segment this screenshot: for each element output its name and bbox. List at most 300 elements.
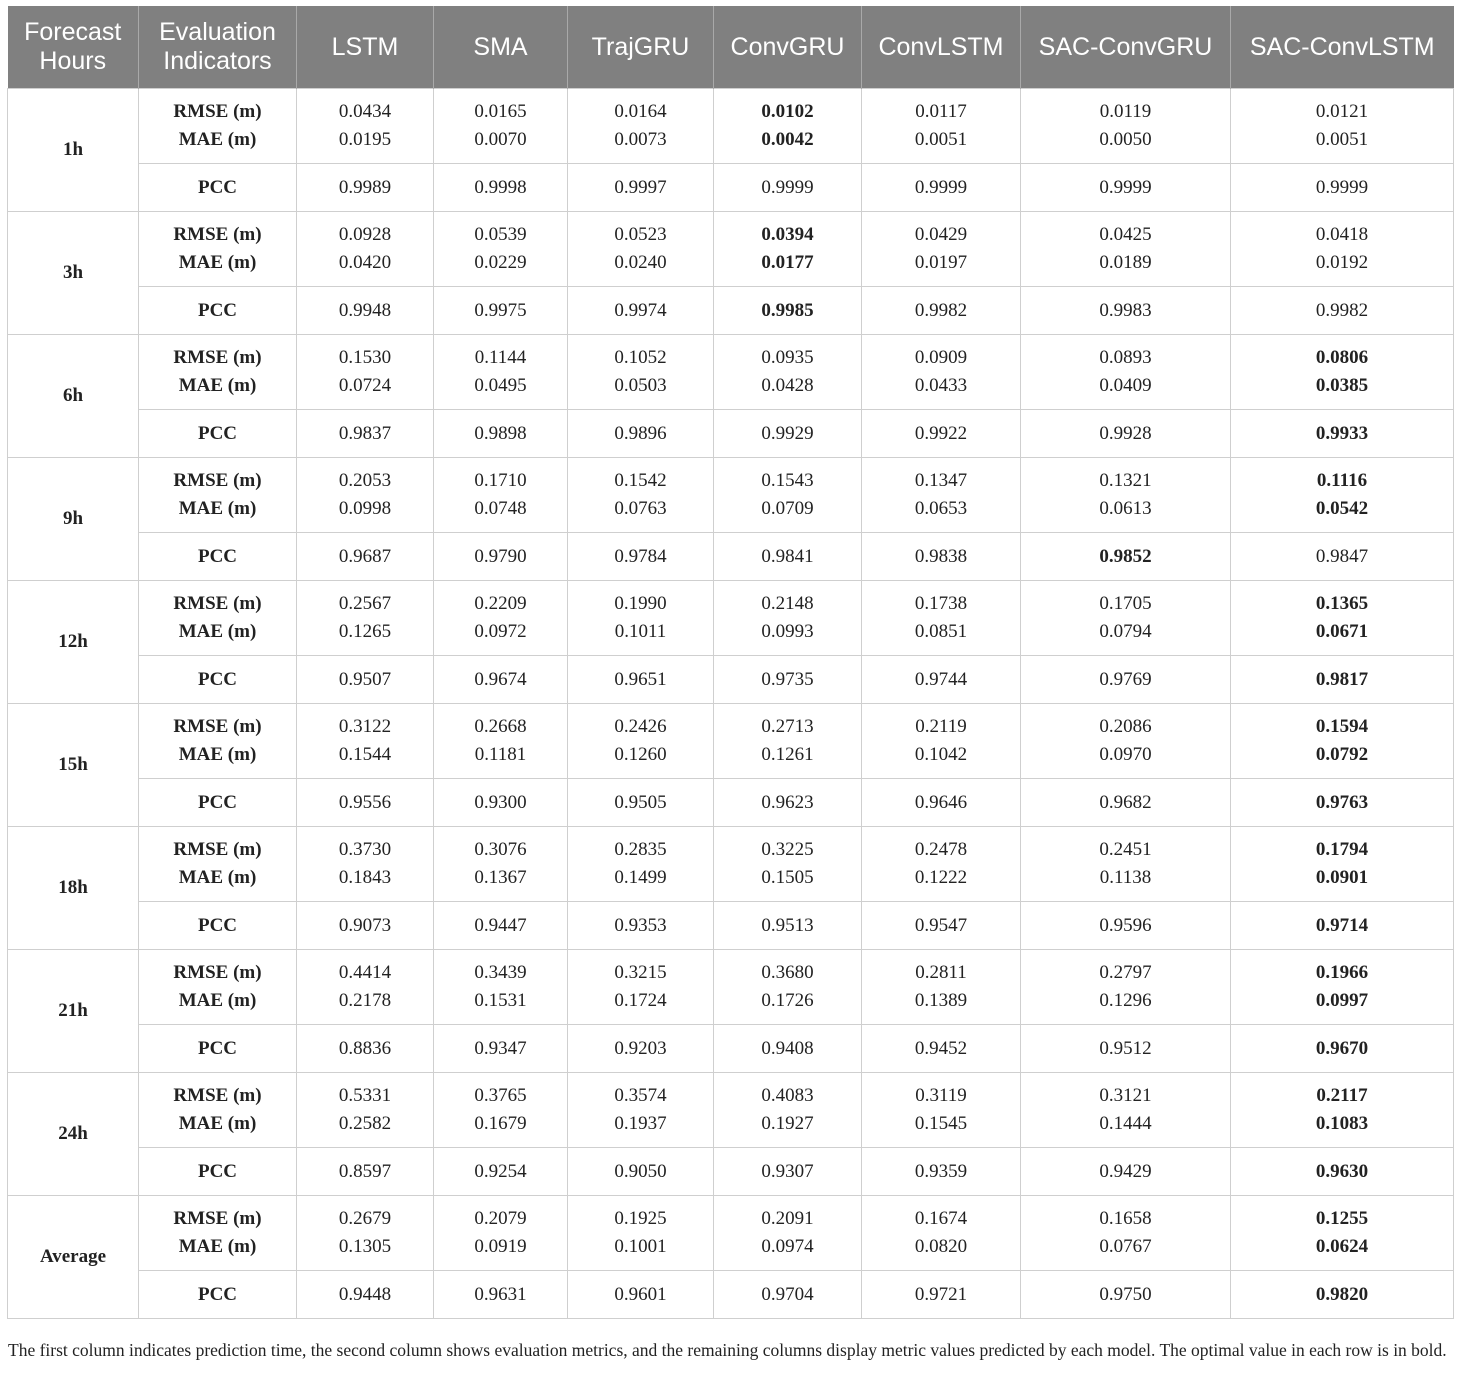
table-row: [8, 458, 1454, 533]
value-cell: [568, 1196, 714, 1271]
forecast-hour-cell: 6h: [8, 335, 139, 458]
pcc-label: PCC: [139, 902, 297, 950]
mae-value: 0.1001: [614, 1236, 667, 1257]
table-row: [8, 1196, 1454, 1271]
rmse-value: 0.1542: [614, 470, 667, 491]
forecast-hour-cell: 15h: [8, 704, 139, 827]
pcc-value: 0.8836: [297, 1025, 434, 1073]
mae-value: 0.1296: [1099, 990, 1152, 1011]
pcc-value: 0.9682: [1021, 779, 1231, 827]
pcc-value: 0.9982: [1231, 287, 1454, 335]
mae-value: 0.0624: [1315, 1236, 1369, 1257]
value-cell: [568, 950, 714, 1025]
mae-value: 0.0792: [1315, 744, 1369, 765]
value-cell: [862, 827, 1021, 902]
rmse-label: RMSE (m): [173, 716, 262, 737]
mae-value: 0.0042: [761, 129, 814, 150]
pcc-value: 0.9547: [862, 902, 1021, 950]
value-cell: [862, 704, 1021, 779]
mae-value: 0.0794: [1099, 621, 1152, 642]
mae-value: 0.0409: [1099, 375, 1152, 396]
rmse-value: 0.1710: [474, 470, 527, 491]
value-cell: [1021, 581, 1231, 656]
pcc-label: PCC: [139, 1271, 297, 1319]
table-row: [8, 1271, 1454, 1319]
mae-value: 0.0240: [614, 252, 667, 273]
rmse-value: 0.1116: [1316, 470, 1368, 491]
pcc-value: 0.9050: [568, 1148, 714, 1196]
mae-value: 0.1505: [761, 867, 814, 888]
value-cell: [1231, 950, 1454, 1025]
forecast-hour-cell: 1h: [8, 89, 139, 212]
rmse-value: 0.4083: [761, 1085, 814, 1106]
mae-value: 0.0542: [1315, 498, 1369, 519]
mae-value: 0.0385: [1315, 375, 1369, 396]
rmse-value: 0.2086: [1099, 716, 1152, 737]
table-row: [8, 1025, 1454, 1073]
pcc-value: 0.9735: [714, 656, 862, 704]
rmse-value: 0.0539: [474, 224, 527, 245]
pcc-value: 0.9601: [568, 1271, 714, 1319]
rmse-value: 0.0893: [1099, 347, 1152, 368]
rmse-value: 0.0418: [1315, 224, 1369, 245]
mae-value: 0.0919: [474, 1236, 527, 1257]
pcc-value: 0.9721: [862, 1271, 1021, 1319]
table-row: [8, 779, 1454, 827]
pcc-value: 0.9847: [1231, 533, 1454, 581]
mae-label: MAE (m): [178, 744, 257, 765]
indicator-label-cell: [139, 950, 297, 1025]
pcc-value: 0.9674: [434, 656, 568, 704]
rmse-label: RMSE (m): [173, 1085, 262, 1106]
pcc-value: 0.9359: [862, 1148, 1021, 1196]
value-cell: [297, 458, 434, 533]
value-cell: [714, 950, 862, 1025]
pcc-value: 0.9307: [714, 1148, 862, 1196]
rmse-value: 0.0935: [761, 347, 814, 368]
rmse-value: 0.3215: [614, 962, 667, 983]
header-sma: SMA: [434, 6, 568, 89]
table-row: [8, 902, 1454, 950]
rmse-value: 0.1738: [914, 593, 968, 614]
rmse-value: 0.0909: [914, 347, 968, 368]
mae-value: 0.0724: [338, 375, 392, 396]
table-row: [8, 287, 1454, 335]
mae-value: 0.1181: [474, 744, 527, 765]
pcc-value: 0.9646: [862, 779, 1021, 827]
rmse-value: 0.1543: [761, 470, 814, 491]
mae-label: MAE (m): [178, 867, 257, 888]
pcc-value: 0.9556: [297, 779, 434, 827]
rmse-value: 0.1052: [614, 347, 667, 368]
value-cell: [297, 1196, 434, 1271]
value-cell: [1021, 212, 1231, 287]
table-row: [8, 1073, 1454, 1148]
rmse-label: RMSE (m): [173, 1208, 262, 1229]
mae-value: 0.1265: [338, 621, 392, 642]
pcc-value: 0.9769: [1021, 656, 1231, 704]
pcc-value: 0.9447: [434, 902, 568, 950]
pcc-value: 0.9838: [862, 533, 1021, 581]
pcc-value: 0.9429: [1021, 1148, 1231, 1196]
pcc-value: 0.9513: [714, 902, 862, 950]
rmse-value: 0.3730: [338, 839, 392, 860]
rmse-value: 0.2478: [914, 839, 968, 860]
pcc-value: 0.9687: [297, 533, 434, 581]
mae-value: 0.0748: [474, 498, 527, 519]
mae-value: 0.0177: [761, 252, 814, 273]
header-forecast-hours: [8, 6, 139, 89]
rmse-value: 0.0165: [474, 101, 527, 122]
mae-value: 0.2582: [338, 1113, 392, 1134]
rmse-value: 0.3121: [1099, 1085, 1152, 1106]
mae-value: 0.1531: [474, 990, 527, 1011]
pcc-value: 0.9985: [714, 287, 862, 335]
mae-value: 0.0767: [1099, 1236, 1152, 1257]
mae-value: 0.0851: [914, 621, 968, 642]
value-cell: [714, 704, 862, 779]
mae-value: 0.1042: [914, 744, 968, 765]
pcc-label: PCC: [139, 287, 297, 335]
header-convlstm: ConvLSTM: [862, 6, 1021, 89]
rmse-value: 0.1594: [1315, 716, 1369, 737]
mae-value: 0.1679: [474, 1113, 527, 1134]
rmse-value: 0.1990: [614, 593, 667, 614]
rmse-value: 0.0523: [614, 224, 667, 245]
value-cell: [714, 335, 862, 410]
mae-value: 0.0901: [1315, 867, 1369, 888]
indicator-label-cell: [139, 212, 297, 287]
value-cell: [714, 212, 862, 287]
value-cell: [297, 1073, 434, 1148]
rmse-value: 0.1530: [338, 347, 392, 368]
mae-value: 0.0970: [1099, 744, 1152, 765]
pcc-value: 0.9896: [568, 410, 714, 458]
forecast-hour-cell: 3h: [8, 212, 139, 335]
value-cell: [297, 89, 434, 164]
rmse-value: 0.3122: [338, 716, 392, 737]
pcc-value: 0.9347: [434, 1025, 568, 1073]
pcc-value: 0.9820: [1231, 1271, 1454, 1319]
pcc-value: 0.9817: [1231, 656, 1454, 704]
value-cell: [434, 212, 568, 287]
pcc-label: PCC: [139, 410, 297, 458]
value-cell: [434, 581, 568, 656]
indicator-label-cell: [139, 704, 297, 779]
mae-value: 0.0051: [1315, 129, 1369, 150]
header-sac-convgru: SAC-ConvGRU: [1021, 6, 1231, 89]
rmse-value: 0.2426: [614, 716, 667, 737]
rmse-value: 0.0928: [338, 224, 392, 245]
pcc-value: 0.9448: [297, 1271, 434, 1319]
mae-value: 0.0495: [474, 375, 527, 396]
rmse-value: 0.4414: [338, 962, 392, 983]
value-cell: [714, 89, 862, 164]
value-cell: [568, 458, 714, 533]
mae-value: 0.0428: [761, 375, 814, 396]
pcc-value: 0.9998: [434, 164, 568, 212]
rmse-value: 0.1321: [1099, 470, 1152, 491]
table-row: [8, 335, 1454, 410]
header-evaluation-line2: Indicators: [163, 47, 272, 75]
table-row: [8, 656, 1454, 704]
mae-value: 0.1083: [1315, 1113, 1369, 1134]
mae-value: 0.0709: [761, 498, 814, 519]
value-cell: [568, 89, 714, 164]
value-cell: [434, 335, 568, 410]
value-cell: [568, 581, 714, 656]
rmse-value: 0.1674: [914, 1208, 968, 1229]
mae-value: 0.1367: [474, 867, 527, 888]
rmse-value: 0.2209: [474, 593, 527, 614]
rmse-value: 0.3680: [761, 962, 814, 983]
value-cell: [862, 1196, 1021, 1271]
forecast-hour-cell: 9h: [8, 458, 139, 581]
indicator-label-cell: [139, 827, 297, 902]
mae-value: 0.1011: [614, 621, 667, 642]
rmse-value: 0.0425: [1099, 224, 1152, 245]
mae-value: 0.0503: [614, 375, 667, 396]
pcc-value: 0.9623: [714, 779, 862, 827]
pcc-value: 0.9898: [434, 410, 568, 458]
rmse-label: RMSE (m): [173, 839, 262, 860]
pcc-value: 0.9975: [434, 287, 568, 335]
value-cell: [714, 458, 862, 533]
pcc-value: 0.9670: [1231, 1025, 1454, 1073]
rmse-label: RMSE (m): [173, 224, 262, 245]
mae-label: MAE (m): [178, 375, 257, 396]
mae-value: 0.0613: [1099, 498, 1152, 519]
mae-value: 0.1138: [1099, 867, 1152, 888]
value-cell: [568, 827, 714, 902]
rmse-value: 0.0394: [761, 224, 814, 245]
mae-value: 0.1261: [761, 744, 814, 765]
mae-label: MAE (m): [178, 990, 257, 1011]
mae-value: 0.1444: [1099, 1113, 1152, 1134]
forecast-hour-cell: 21h: [8, 950, 139, 1073]
pcc-value: 0.9852: [1021, 533, 1231, 581]
rmse-label: RMSE (m): [173, 101, 262, 122]
pcc-value: 0.9744: [862, 656, 1021, 704]
mae-value: 0.1726: [761, 990, 814, 1011]
pcc-value: 0.9353: [568, 902, 714, 950]
table-row: [8, 704, 1454, 779]
value-cell: [1021, 335, 1231, 410]
value-cell: [1231, 1073, 1454, 1148]
rmse-value: 0.2567: [338, 593, 392, 614]
mae-value: 0.0229: [474, 252, 527, 273]
pcc-value: 0.9203: [568, 1025, 714, 1073]
forecast-hour-cell: 18h: [8, 827, 139, 950]
mae-label: MAE (m): [178, 129, 257, 150]
header-lstm: LSTM: [297, 6, 434, 89]
value-cell: [434, 1073, 568, 1148]
value-cell: [862, 950, 1021, 1025]
table-row: [8, 1148, 1454, 1196]
value-cell: [1231, 827, 1454, 902]
mae-value: 0.1305: [338, 1236, 392, 1257]
indicator-label-cell: [139, 581, 297, 656]
pcc-value: 0.9512: [1021, 1025, 1231, 1073]
pcc-value: 0.9704: [714, 1271, 862, 1319]
value-cell: [1231, 1196, 1454, 1271]
pcc-value: 0.9999: [1021, 164, 1231, 212]
mae-label: MAE (m): [178, 621, 257, 642]
table-caption: The first column indicates prediction time, the second column shows evaluation metrics, and the remaining columns display metric values predicted by each model. The optimal value in each row is in bold.: [8, 1340, 1447, 1360]
pcc-value: 0.9505: [568, 779, 714, 827]
rmse-value: 0.3574: [614, 1085, 667, 1106]
mae-value: 0.1389: [914, 990, 968, 1011]
rmse-value: 0.0117: [915, 101, 967, 122]
rmse-value: 0.2797: [1099, 962, 1152, 983]
pcc-value: 0.9929: [714, 410, 862, 458]
rmse-label: RMSE (m): [173, 347, 262, 368]
pcc-value: 0.9982: [862, 287, 1021, 335]
pcc-value: 0.9928: [1021, 410, 1231, 458]
value-cell: [1231, 704, 1454, 779]
value-cell: [434, 89, 568, 164]
table-row: [8, 581, 1454, 656]
rmse-value: 0.2053: [338, 470, 392, 491]
mae-value: 0.1843: [338, 867, 392, 888]
pcc-value: 0.9983: [1021, 287, 1231, 335]
pcc-value: 0.9073: [297, 902, 434, 950]
mae-label: MAE (m): [178, 1113, 257, 1134]
indicator-label-cell: [139, 335, 297, 410]
value-cell: [1021, 89, 1231, 164]
rmse-value: 0.1144: [474, 347, 527, 368]
pcc-value: 0.9784: [568, 533, 714, 581]
rmse-value: 0.1794: [1315, 839, 1369, 860]
value-cell: [434, 827, 568, 902]
table-body: [8, 89, 1454, 1319]
mae-value: 0.0051: [914, 129, 968, 150]
value-cell: [297, 581, 434, 656]
mae-value: 0.1927: [761, 1113, 814, 1134]
pcc-value: 0.9631: [434, 1271, 568, 1319]
mae-value: 0.1544: [338, 744, 392, 765]
mae-value: 0.1724: [614, 990, 667, 1011]
mae-value: 0.0820: [914, 1236, 968, 1257]
rmse-value: 0.2079: [474, 1208, 527, 1229]
rmse-value: 0.2835: [614, 839, 667, 860]
mae-value: 0.0997: [1315, 990, 1369, 1011]
forecast-hour-cell: 24h: [8, 1073, 139, 1196]
indicator-label-cell: [139, 1073, 297, 1148]
value-cell: [862, 1073, 1021, 1148]
pcc-value: 0.9999: [1231, 164, 1454, 212]
header-sac-convlstm: SAC-ConvLSTM: [1231, 6, 1454, 89]
pcc-value: 0.9989: [297, 164, 434, 212]
pcc-value: 0.9596: [1021, 902, 1231, 950]
mae-value: 0.0050: [1099, 129, 1152, 150]
mae-value: 0.1545: [914, 1113, 968, 1134]
rmse-value: 0.1705: [1099, 593, 1152, 614]
value-cell: [434, 950, 568, 1025]
rmse-value: 0.0121: [1315, 101, 1369, 122]
rmse-value: 0.2713: [761, 716, 814, 737]
rmse-value: 0.0119: [1099, 101, 1152, 122]
rmse-value: 0.3119: [915, 1085, 967, 1106]
mae-value: 0.0763: [614, 498, 667, 519]
header-evaluation-indicators: [139, 6, 297, 89]
indicator-label-cell: [139, 89, 297, 164]
rmse-value: 0.3076: [474, 839, 527, 860]
pcc-label: PCC: [139, 656, 297, 704]
table-row: [8, 533, 1454, 581]
rmse-label: RMSE (m): [173, 962, 262, 983]
value-cell: [297, 950, 434, 1025]
pcc-value: 0.9750: [1021, 1271, 1231, 1319]
pcc-label: PCC: [139, 1148, 297, 1196]
forecast-hour-cell: Average: [8, 1196, 139, 1319]
value-cell: [714, 1073, 862, 1148]
table-row: [8, 89, 1454, 164]
pcc-value: 0.9948: [297, 287, 434, 335]
header-row: [8, 6, 1454, 89]
table-row: [8, 410, 1454, 458]
pcc-value: 0.9507: [297, 656, 434, 704]
pcc-value: 0.9837: [297, 410, 434, 458]
header-forecast-line1: Forecast: [24, 18, 122, 46]
indicator-label-cell: [139, 458, 297, 533]
value-cell: [862, 212, 1021, 287]
pcc-value: 0.9651: [568, 656, 714, 704]
value-cell: [1231, 581, 1454, 656]
rmse-value: 0.2091: [761, 1208, 814, 1229]
mae-value: 0.0974: [761, 1236, 814, 1257]
mae-value: 0.0195: [338, 129, 392, 150]
pcc-label: PCC: [139, 779, 297, 827]
rmse-value: 0.3225: [761, 839, 814, 860]
mae-value: 0.0070: [474, 129, 527, 150]
pcc-value: 0.9933: [1231, 410, 1454, 458]
forecast-hour-cell: 12h: [8, 581, 139, 704]
rmse-value: 0.3765: [474, 1085, 527, 1106]
table-row: [8, 212, 1454, 287]
rmse-value: 0.1658: [1099, 1208, 1152, 1229]
mae-value: 0.1499: [614, 867, 667, 888]
rmse-value: 0.2119: [915, 716, 967, 737]
mae-value: 0.0671: [1315, 621, 1369, 642]
rmse-label: RMSE (m): [173, 470, 262, 491]
mae-value: 0.0433: [914, 375, 968, 396]
results-table: [7, 6, 1454, 1319]
header-trajgru: TrajGRU: [568, 6, 714, 89]
pcc-value: 0.9630: [1231, 1148, 1454, 1196]
rmse-value: 0.1365: [1315, 593, 1369, 614]
value-cell: [434, 1196, 568, 1271]
value-cell: [568, 704, 714, 779]
pcc-value: 0.9763: [1231, 779, 1454, 827]
value-cell: [1231, 89, 1454, 164]
rmse-label: RMSE (m): [173, 593, 262, 614]
pcc-label: PCC: [139, 533, 297, 581]
value-cell: [297, 827, 434, 902]
mae-value: 0.0998: [338, 498, 392, 519]
mae-value: 0.1937: [614, 1113, 667, 1134]
pcc-value: 0.9922: [862, 410, 1021, 458]
value-cell: [1021, 458, 1231, 533]
value-cell: [1021, 827, 1231, 902]
pcc-value: 0.9999: [714, 164, 862, 212]
value-cell: [862, 458, 1021, 533]
value-cell: [434, 458, 568, 533]
rmse-value: 0.2679: [338, 1208, 392, 1229]
value-cell: [1021, 1196, 1231, 1271]
rmse-value: 0.2117: [1316, 1085, 1368, 1106]
value-cell: [434, 704, 568, 779]
